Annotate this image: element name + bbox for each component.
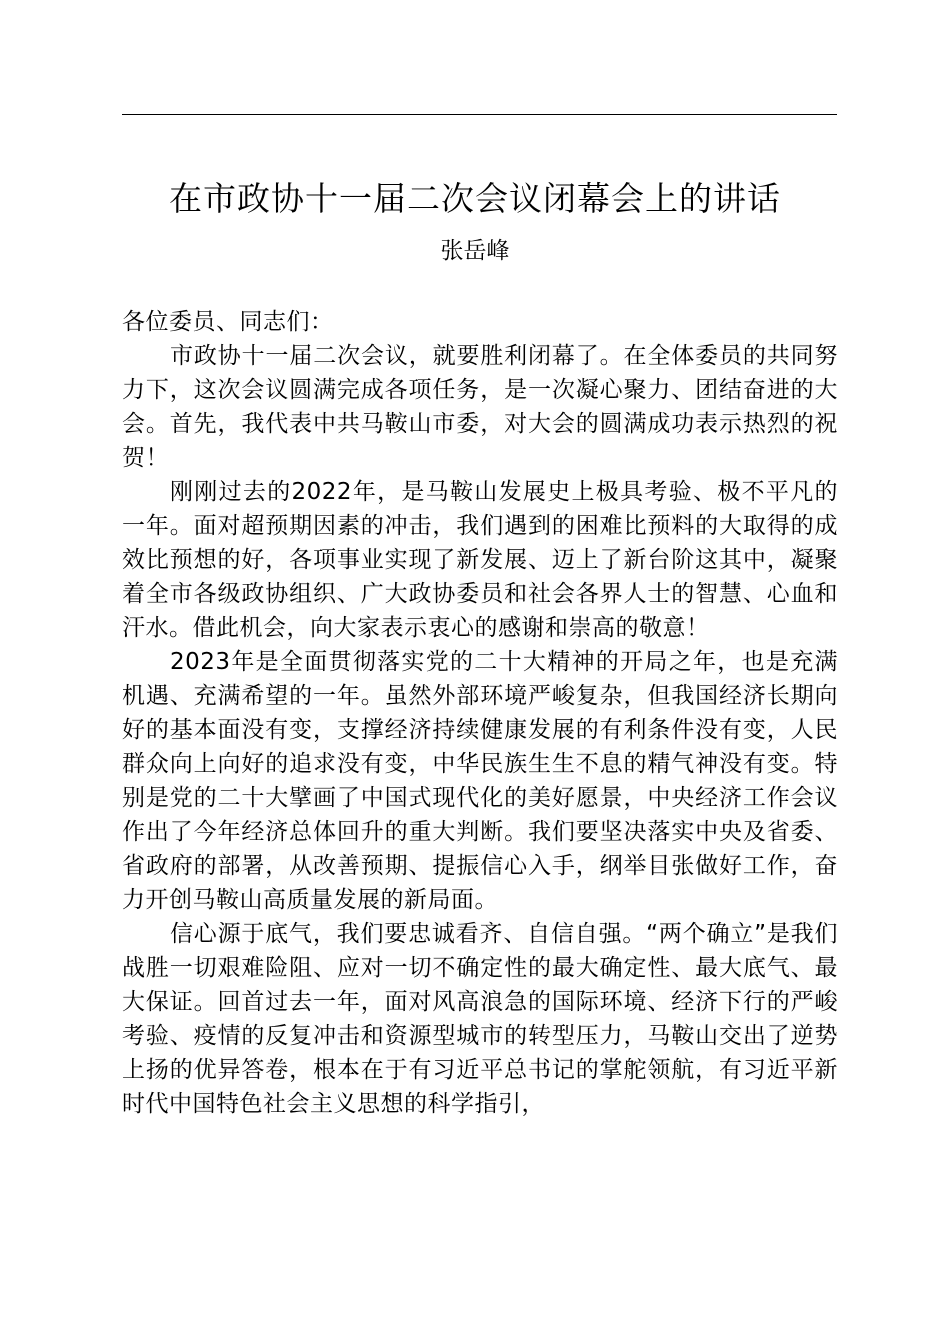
- paragraph: 刚刚过去的2022年，是马鞍山发展史上极具考验、极不平凡的一年。面对超预期因素的冲击，我们遇到的困难比预料的大取得的成效比预想的好，各项事业实现了新发展、迈上了新台阶这其中，凝聚着全市各级政协组织、广大政协委员和社会各界人士的智慧、心血和汗水。借此机会，向大家表示衷心的感谢和崇高的敬意！: [122, 479, 838, 641]
- document-title: 在市政协十一届二次会议闭幕会上的讲话: [169, 179, 781, 218]
- salutation: 各位委员、同志们：: [122, 309, 334, 335]
- paragraph: 信心源于底气，我们要忠诚看齐、自信自强。“两个确立”是我们战胜一切艰难险阻、应对一切不确定性的最大确定性、最大底气、最大保证。回首过去一年，面对风高浪急的国际环境、经济下行的严峻考验、疫情的反复冲击和资源型城市的转型压力，马鞍山交出了逆势上扬的优异答卷，根本在于有习近平总书记的掌舵领航，有习近平新时代中国特色社会主义思想的科学指引，: [122, 921, 838, 1117]
- document-body: [122, 305, 838, 1121]
- header-rule: [122, 114, 837, 115]
- paragraph: 市政协十一届二次会议，就要胜利闭幕了。在全体委员的共同努力下，这次会议圆满完成各项任务，是一次凝心聚力、团结奋进的大会。首先，我代表中共马鞍山市委，对大会的圆满成功表示热烈的祝贺！: [122, 343, 838, 471]
- author-name: 张岳峰: [440, 238, 510, 264]
- paragraph: 2023年是全面贯彻落实党的二十大精神的开局之年，也是充满机遇、充满希望的一年。虽然外部环境严峻复杂，但我国经济长期向好的基本面没有变，支撑经济持续健康发展的有利条件没有变，人民群众向上向好的追求没有变，中华民族生生不息的精气神没有变。特别是党的二十大擘画了中国式现代化的美好愿景，中央经济工作会议作出了今年经济总体回升的重大判断。我们要坚决落实中央及省委、省政府的部署，从改善预期、提振信心入手，纲举目张做好工作，奋力开创马鞍山高质量发展的新局面。: [122, 649, 838, 913]
